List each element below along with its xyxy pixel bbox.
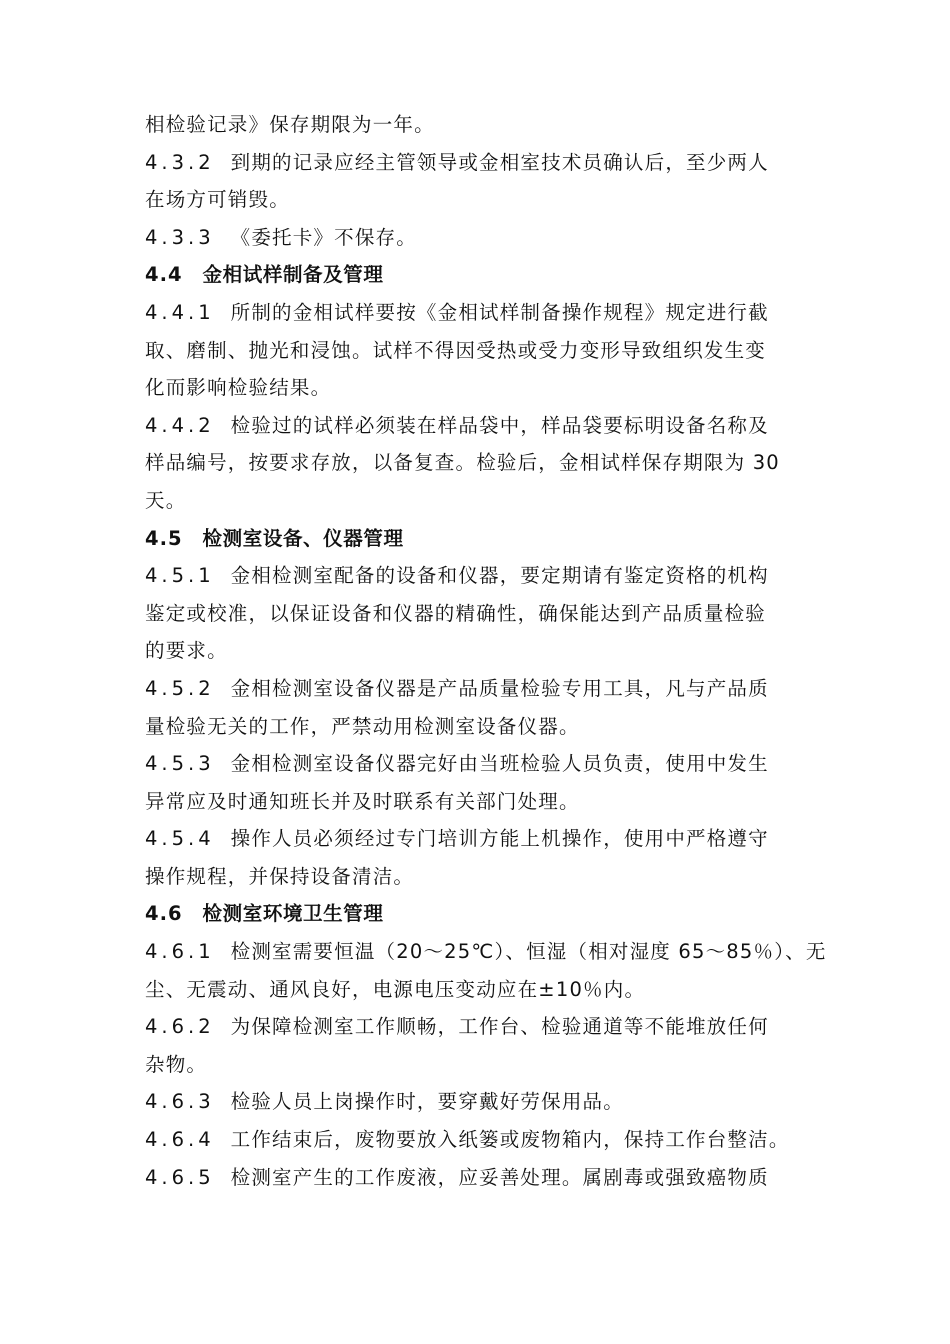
clause-number: 4.4.1 xyxy=(145,300,215,324)
clause-number: 4.6.1 xyxy=(145,940,215,964)
section-heading xyxy=(145,895,810,933)
line-text: 检测室需要恒温（20～25℃）、恒湿（相对湿度 65～85％）、无 xyxy=(230,940,827,964)
line-text: 《委托卡》不保存。 xyxy=(230,225,417,249)
paragraph-line xyxy=(145,1008,810,1046)
section-title: 检测室设备、仪器管理 xyxy=(202,526,404,550)
line-text: 操作人员必须经过专门培训方能上机操作，使用中严格遵守 xyxy=(230,827,769,851)
line-text: 检测室产生的工作废液，应妥善处理。属剧毒或强致癌物质 xyxy=(230,1165,769,1189)
paragraph-line xyxy=(145,407,810,445)
paragraph-line xyxy=(145,858,810,896)
section-number: 4.5 xyxy=(145,526,183,550)
paragraph-line xyxy=(145,1121,810,1159)
line-text: 操作规程，并保持设备清洁。 xyxy=(145,864,415,888)
paragraph-line xyxy=(145,745,810,783)
line-text: 在场方可销毁。 xyxy=(145,188,290,212)
line-text: 取、磨制、抛光和浸蚀。试样不得因受热或受力变形导致组织发生变 xyxy=(145,338,767,362)
paragraph-line xyxy=(145,219,810,257)
line-text: 金相检测室设备仪器完好由当班检验人员负责，使用中发生 xyxy=(230,752,769,776)
line-text: 样品编号，按要求存放，以备复查。检验后，金相试样保存期限为 30 xyxy=(145,451,780,475)
paragraph-line xyxy=(145,369,810,407)
clause-number: 4.4.2 xyxy=(145,413,215,437)
line-text: 化而影响检验结果。 xyxy=(145,376,332,400)
line-text: 相检验记录》保存期限为一年。 xyxy=(145,113,435,136)
section-heading xyxy=(145,256,810,294)
paragraph-line xyxy=(145,294,810,332)
paragraph-line xyxy=(145,670,810,708)
line-text: 杂物。 xyxy=(145,1052,208,1076)
clause-number: 4.6.2 xyxy=(145,1015,215,1039)
paragraph-line xyxy=(145,1083,810,1121)
clause-number: 4.6.4 xyxy=(145,1128,215,1152)
section-number: 4.4 xyxy=(145,263,183,287)
line-text: 天。 xyxy=(145,488,187,512)
document-page xyxy=(145,106,827,1196)
line-text: 检验过的试样必须装在样品袋中，样品袋要标明设备名称及 xyxy=(230,413,769,437)
document-body xyxy=(145,106,827,1196)
clause-number: 4.6.5 xyxy=(145,1165,215,1189)
line-text: 鉴定或校准，以保证设备和仪器的精确性，确保能达到产品质量检验 xyxy=(145,601,767,625)
line-text: 金相检测室配备的设备和仪器，要定期请有鉴定资格的机构 xyxy=(230,564,769,588)
paragraph-line xyxy=(145,106,810,144)
paragraph-line xyxy=(145,1159,810,1197)
paragraph-line xyxy=(145,557,810,595)
section-title: 检测室环境卫生管理 xyxy=(202,902,384,926)
paragraph-line xyxy=(145,933,827,971)
paragraph-line xyxy=(145,632,810,670)
line-text: 异常应及时通知班长并及时联系有关部门处理。 xyxy=(145,789,580,813)
section-heading xyxy=(145,520,810,558)
section-number: 4.6 xyxy=(145,902,183,926)
line-text: 检验人员上岗操作时，要穿戴好劳保用品。 xyxy=(230,1090,624,1114)
line-text: 所制的金相试样要按《金相试样制备操作规程》规定进行截 xyxy=(230,300,769,324)
clause-number: 4.5.4 xyxy=(145,827,215,851)
clause-number: 4.5.3 xyxy=(145,752,215,776)
line-text: 到期的记录应经主管领导或金相室技术员确认后，至少两人 xyxy=(230,150,769,174)
clause-number: 4.3.2 xyxy=(145,150,215,174)
paragraph-line xyxy=(145,1046,810,1084)
clause-number: 4.6.3 xyxy=(145,1090,215,1114)
clause-number: 4.3.3 xyxy=(145,225,215,249)
paragraph-line xyxy=(145,444,810,482)
line-text: 的要求。 xyxy=(145,639,228,663)
line-text: 量检验无关的工作，严禁动用检测室设备仪器。 xyxy=(145,714,580,738)
section-title: 金相试样制备及管理 xyxy=(202,263,384,287)
line-text: 尘、无震动、通风良好，电源电压变动应在±10％内。 xyxy=(145,977,646,1001)
paragraph-line xyxy=(145,181,810,219)
paragraph-line xyxy=(145,595,810,633)
paragraph-line xyxy=(145,332,810,370)
paragraph-line xyxy=(145,708,810,746)
paragraph-line xyxy=(145,144,810,182)
line-text: 工作结束后，废物要放入纸篓或废物箱内，保持工作台整洁。 xyxy=(230,1128,790,1152)
paragraph-line xyxy=(145,482,810,520)
paragraph-line xyxy=(145,971,810,1009)
clause-number: 4.5.2 xyxy=(145,676,215,700)
line-text: 为保障检测室工作顺畅，工作台、检验通道等不能堆放任何 xyxy=(230,1015,769,1039)
clause-number: 4.5.1 xyxy=(145,564,215,588)
paragraph-line xyxy=(145,820,810,858)
line-text: 金相检测室设备仪器是产品质量检验专用工具，凡与产品质 xyxy=(230,676,769,700)
paragraph-line xyxy=(145,783,810,821)
